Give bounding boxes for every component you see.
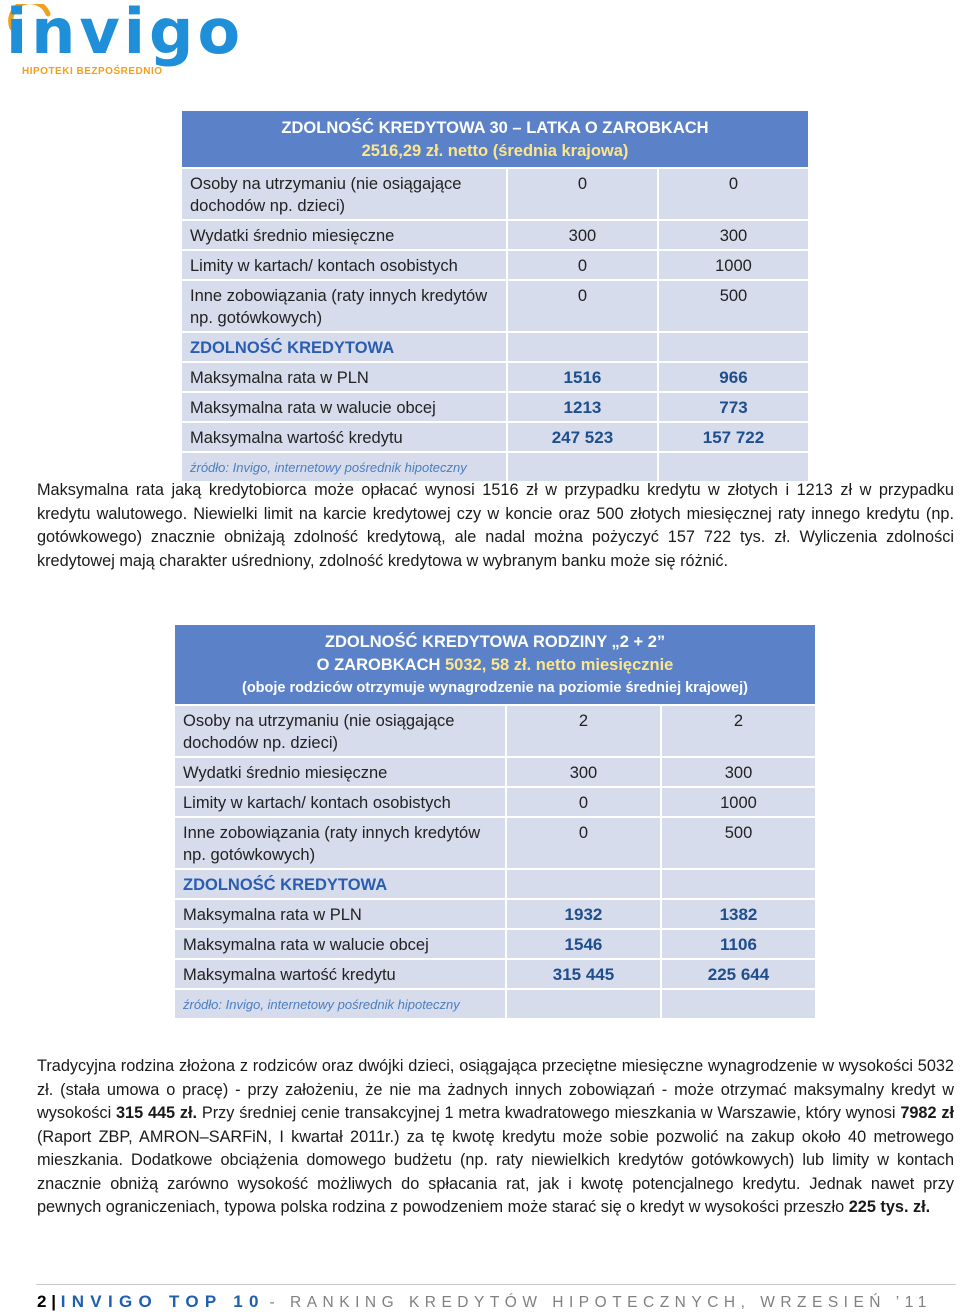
row-value: 300: [507, 758, 660, 786]
table-title: ZDOLNOŚĆ KREDYTOWA 30 – LATKA O ZAROBKACH 2516,29 zł. netto (średnia krajowa): [182, 111, 808, 167]
row-label: Inne zobowiązania (raty innych kredytów np. gotówkowych): [175, 818, 505, 868]
row-label: Maksymalna rata w walucie obcej: [175, 930, 505, 958]
source-note: źródło: Invigo, internetowy pośrednik hipoteczny: [182, 453, 506, 481]
section-heading: ZDOLNOŚĆ KREDYTOWA: [175, 870, 505, 898]
result-value: 1932: [507, 900, 660, 928]
logo-tagline: HIPOTEKI BEZPOŚREDNIO: [22, 66, 163, 77]
row-value: 2: [662, 706, 815, 756]
row-value: 0: [507, 788, 660, 816]
footer-divider: [36, 1284, 956, 1285]
section-heading: ZDOLNOŚĆ KREDYTOWA: [182, 333, 506, 361]
table-row: [175, 818, 815, 868]
row-value: 1000: [662, 788, 815, 816]
result-value: 157 722: [659, 423, 808, 451]
result-value: 1106: [662, 930, 815, 958]
table-title: ZDOLNOŚĆ KREDYTOWA RODZINY „2 + 2” O ZAROBKACH 5032, 58 zł. netto miesięcznie (oboje rodziców otrzymuje wynagrodzenie na poziomie średniej krajowej): [175, 625, 815, 704]
row-label: Maksymalna wartość kredytu: [182, 423, 506, 451]
row-value: 300: [662, 758, 815, 786]
credit-table-family: [173, 623, 817, 1020]
row-label: Maksymalna rata w PLN: [175, 900, 505, 928]
result-value: 966: [659, 363, 808, 391]
row-label: Limity w kartach/ kontach osobistych: [175, 788, 505, 816]
result-value: 1213: [508, 393, 657, 421]
row-value: 2: [507, 706, 660, 756]
table-row: [175, 788, 815, 816]
footer-title: - RANKING KREDYTÓW HIPOTECZNYCH, WRZESIEŃ ’11: [269, 1294, 932, 1311]
table-row: [175, 706, 815, 756]
table-row: [182, 251, 808, 279]
result-row: [182, 393, 808, 421]
page-number: 2: [37, 1292, 47, 1311]
result-row: [175, 900, 815, 928]
row-value: 0: [508, 169, 657, 219]
result-value: 225 644: [662, 960, 815, 988]
invigo-logo: [6, 0, 268, 77]
table-row: [182, 281, 808, 331]
result-value: 773: [659, 393, 808, 421]
result-value: 315 445: [507, 960, 660, 988]
row-value: 300: [508, 221, 657, 249]
result-value: 1546: [507, 930, 660, 958]
row-value: 0: [508, 251, 657, 279]
source-row: [182, 453, 808, 481]
result-value: 1382: [662, 900, 815, 928]
table-header: [182, 111, 808, 167]
row-value: 500: [659, 281, 808, 331]
table-row: [182, 169, 808, 219]
row-label: Osoby na utrzymaniu (nie osiągające dochodów np. dzieci): [182, 169, 506, 219]
table-row: [175, 758, 815, 786]
source-note: źródło: Invigo, internetowy pośrednik hipoteczny: [175, 990, 505, 1018]
result-value: 1516: [508, 363, 657, 391]
result-row: [175, 930, 815, 958]
logo-wordmark: invigo: [6, 0, 245, 68]
source-row: [175, 990, 815, 1018]
paragraph-single-earner: Maksymalna rata jaką kredytobiorca może opłacać wynosi 1516 zł w przypadku kredytu w złotych i 1213 zł w przypadku kredytu walutowego. Niewielki limit na karcie kredytowej czy w koncie oraz 500 złotych miesięcznej raty innego kredytu (np. gotówkowego) znacznie obniżają zdolność kredytową, ale nadal można pożyczyć 157 722 tys. zł. Wyliczenia zdolności kredytowej mają charakter uśredniony, zdolność kredytowa w wybranym banku może się różnić.: [37, 481, 954, 570]
row-label: Inne zobowiązania (raty innych kredytów np. gotówkowych): [182, 281, 506, 331]
row-value: 0: [659, 169, 808, 219]
result-value: 247 523: [508, 423, 657, 451]
row-value: 0: [508, 281, 657, 331]
table-header: [175, 625, 815, 704]
result-row: [182, 363, 808, 391]
row-label: Wydatki średnio miesięczne: [182, 221, 506, 249]
footer-separator: |: [51, 1292, 56, 1311]
section-row: [182, 333, 808, 361]
table-row: [182, 221, 808, 249]
row-value: 0: [507, 818, 660, 868]
row-label: Maksymalna rata w PLN: [182, 363, 506, 391]
footer-brand: INVIGO TOP 10: [60, 1292, 265, 1311]
row-label: Maksymalna rata w walucie obcej: [182, 393, 506, 421]
row-value: 300: [659, 221, 808, 249]
paragraph-family: Tradycyjna rodzina złożona z rodziców oraz dwójki dzieci, osiągająca przeciętne miesięczne wynagrodzenie w wysokości 5032 zł. (stała umowa o pracę) - przy założeniu, że nie ma żadnych innych zobowiązań - może otrzymać maksymalny kredyt w wysokości 315 445 zł. Przy średniej cenie transakcyjnej 1 metra kwadratowego mieszkania w Warszawie, który wynosi 7982 zł (Raport ZBP, AMRON–SARFiN, I kwartał 2011r.) za tę kwotę kredytu może sobie pozwolić na zakup około 40 metrowego mieszkania. Dodatkowe obciążenia domowego budżetu (np. raty niewielkich kredytów gotówkowych) lub limity w kontach znacznie obniżą zarówno wysokość możliwych do spłacania rat, jak i kwotę potencjalnego kredytu. Jednak nawet przy pewnych ograniczeniach, typowa polska rodzina z powodzeniem może starać się o kredyt w wysokości przeszło 225 tys. zł.: [37, 1057, 954, 1216]
section-row: [175, 870, 815, 898]
row-label: Limity w kartach/ kontach osobistych: [182, 251, 506, 279]
row-label: Maksymalna wartość kredytu: [175, 960, 505, 988]
row-label: Wydatki średnio miesięczne: [175, 758, 505, 786]
page-footer: [37, 1292, 932, 1312]
row-value: 500: [662, 818, 815, 868]
credit-table-single: [180, 109, 810, 483]
row-value: 1000: [659, 251, 808, 279]
result-row: [182, 423, 808, 451]
result-row: [175, 960, 815, 988]
row-label: Osoby na utrzymaniu (nie osiągające dochodów np. dzieci): [175, 706, 505, 756]
